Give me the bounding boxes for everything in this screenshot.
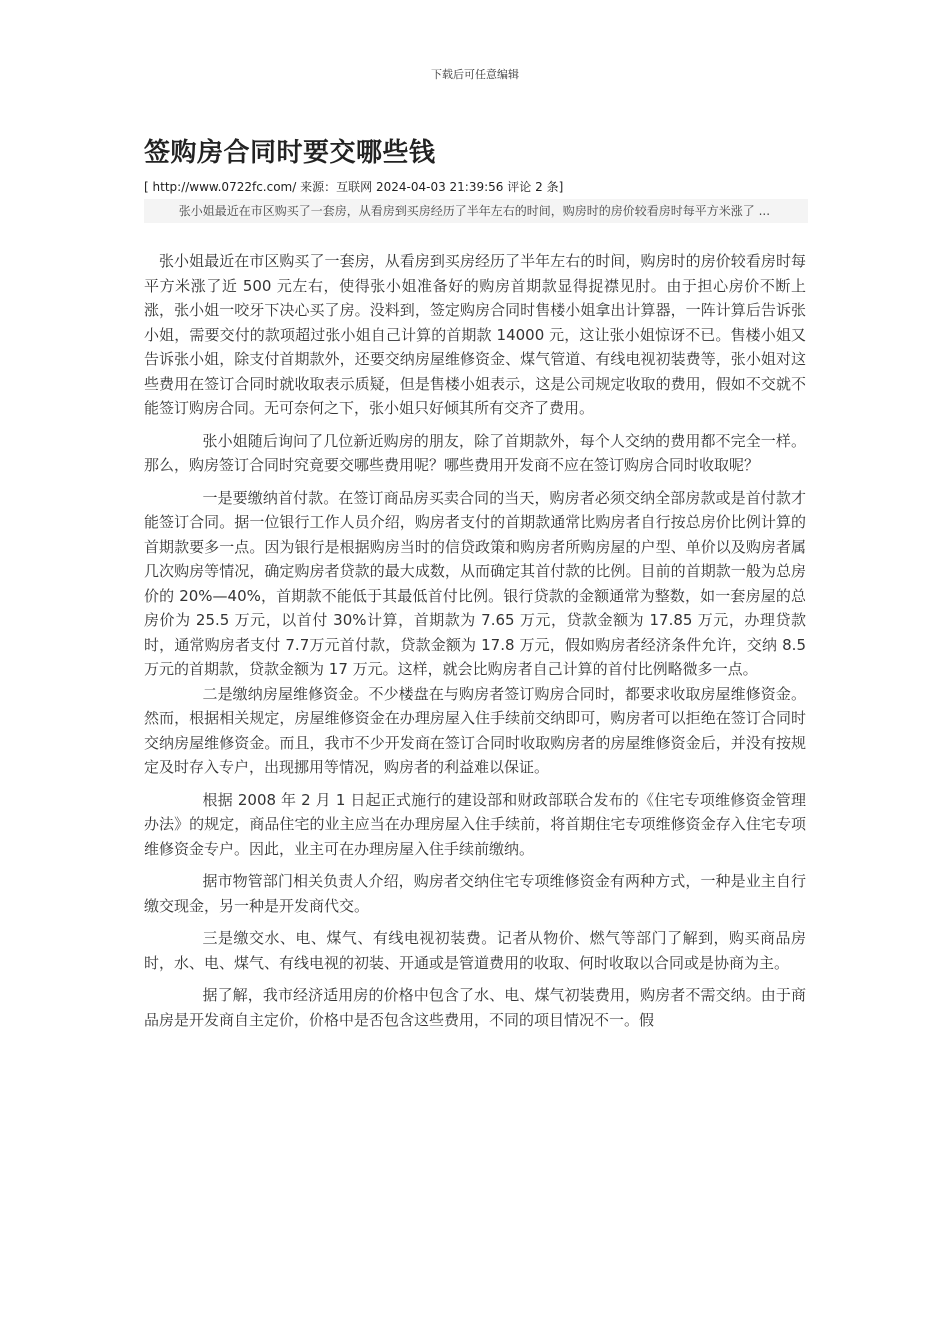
article-meta	[144, 178, 824, 195]
article-paragraph: 张小姐最近在市区购买了一套房，从看房到买房经历了半年左右的时间，购房时的房价较看房时每平方米涨了近 500 元左右，使得张小姐准备好的购房首期款显得捉襟见肘。由于担心房价不断上涨，张小姐一咬牙下决心买了房。没料到，签定购房合同时售楼小姐拿出计算器，一阵计算后告诉张小姐，需要交付的款项超过张小姐自己计算的首期款 14000 元，这让张小姐惊讶不已。售楼小姐又告诉张小姐，除支付首期款外，还要交纳房屋维修资金、煤气管道、有线电视初装费等，张小姐对这些费用在签订合同时就收取表示质疑，但是售楼小姐表示，这是公司规定收取的费用，假如不交就不能签订购房合同。无可奈何之下，张小姐只好倾其所有交齐了费用。	[144, 252, 806, 417]
meta-url-link[interactable]: http://www.0722fc.com/	[152, 180, 297, 194]
page-header-note: 下载后可任意编辑	[431, 68, 519, 81]
meta-comment-count: 2	[535, 180, 543, 194]
article-summary: 张小姐最近在市区购买了一套房，从看房到买房经历了半年左右的时间，购房时的房价较看房时每平方米涨了 ...	[144, 199, 808, 223]
article-paragraph: 二是缴纳房屋维修资金。不少楼盘在与购房者签订购房合同时，都要求收取房屋维修资金。然而，根据相关规定，房屋维修资金在办理房屋入住手续前交纳即可，购房者可以拒绝在签订合同时交纳房屋维修资金。而且，我市不少开发商在签订合同时收取购房者的房屋维修资金后，并没有按规定及时存入专户，出现挪用等情况，购房者的利益难以保证。	[144, 684, 806, 776]
meta-comment-label: 评论	[507, 180, 532, 194]
meta-bracket-open: [	[144, 180, 149, 194]
article-title: 签购房合同时要交哪些钱	[144, 138, 436, 168]
article-paragraph: 据市物管部门相关负责人介绍，购房者交纳住宅专项维修资金有两种方式，一种是业主自行缴交现金，另一种是开发商代交。	[144, 872, 806, 915]
article-paragraph: 三是缴交水、电、煤气、有线电视初装费。记者从物价、燃气等部门了解到，购买商品房时，水、电、煤气、有线电视的初装、开通或是管道费用的收取、何时收取以合同或是协商为主。	[144, 929, 806, 972]
article-paragraph: 张小姐随后询问了几位新近购房的朋友，除了首期款外，每个人交纳的费用都不完全一样。那么，购房签订合同时究竟要交哪些费用呢？哪些费用开发商不应在签订购房合同时收取呢？	[144, 431, 806, 474]
meta-comment-unit: 条]	[546, 180, 564, 194]
meta-source-label: 来源：	[300, 180, 337, 194]
article-paragraph: 根据 2008 年 2 月 1 日起正式施行的建设部和财政部联合发布的《住宅专项维修资金管理办法》的规定，商品住宅的业主应当在办理房屋入住手续前，将首期住宅专项维修资金存入住宅专项维修资金专户。因此，业主可在办理房屋入住手续前缴纳。	[144, 790, 806, 858]
article-paragraph: 据了解，我市经济适用房的价格中包含了水、电、煤气初装费用，购房者不需交纳。由于商品房是开发商自主定价，价格中是否包含这些费用，不同的项目情况不一。假	[144, 986, 806, 1029]
article-paragraph: 一是要缴纳首付款。在签订商品房买卖合同的当天，购房者必须交纳全部房款或是首付款才能签订合同。据一位银行工作人员介绍，购房者支付的首期款通常比购房者自行按总房价比例计算的首期款要多一点。因为银行是根据购房当时的信贷政策和购房者所购房屋的户型、单价以及购房者属几次购房等情况，确定购房者贷款的最大成数，从而确定其首付款的比例。目前的首期款一般为总房价的 20%—40%，首期款不能低于其最低首付比例。银行贷款的金额通常为整数，如一套房屋的总房价为 25.5 万元，以首付 30%计算，首期款为 7.65 万元，贷款金额为 17.85 万元，办理贷款时，通常购房者支付 7.7万元首付款，贷款金额为 17.8 万元，假如购房者经济条件允许，交纳 8.5 万元的首期款，贷款金额为 17 万元。这样，就会比购房者自己计算的首付比例略微多一点。	[144, 488, 806, 678]
meta-source: 互联网	[336, 180, 373, 194]
article-body	[144, 249, 806, 1040]
meta-datetime: 2024-04-03 21:39:56	[375, 180, 504, 194]
